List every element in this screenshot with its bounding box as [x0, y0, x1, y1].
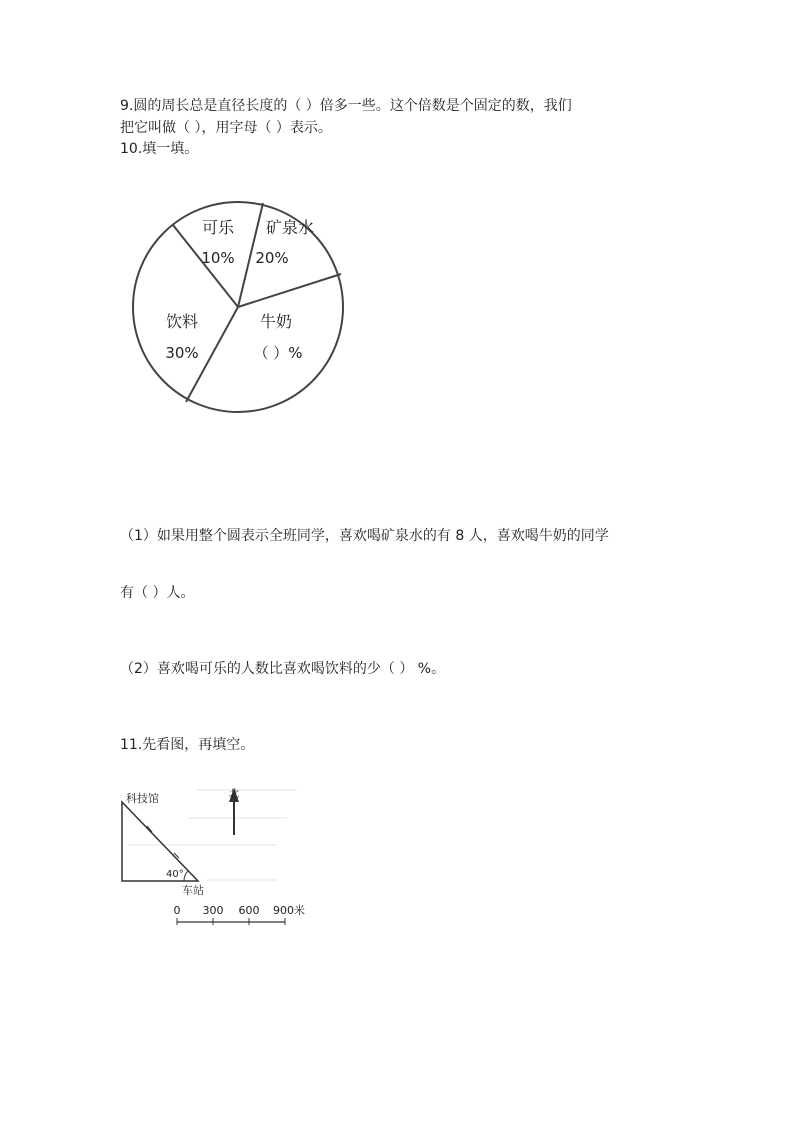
- q10-sub1-line1: （1）如果用整个圆表示全班同学，喜欢喝矿泉水的有 8 人，喜欢喝牛奶的同学: [120, 528, 609, 544]
- map-diagram: [112, 780, 312, 930]
- q9-line1: 9.圆的周长总是直径长度的（ ）倍多一些。这个倍数是个固定的数，我们: [120, 98, 572, 114]
- slice-label-milk: 牛奶: [259, 312, 293, 331]
- slice-value-drink: 30%: [165, 344, 199, 362]
- pie-chart: [128, 192, 348, 422]
- slice-value-milk: （ ）%: [253, 344, 303, 362]
- slice-label-water: 矿泉水: [265, 218, 315, 237]
- label-station: 车站: [182, 884, 204, 897]
- label-north: 北: [229, 789, 239, 800]
- triangle-route: [122, 802, 198, 881]
- q10-sub1-line2: 有（ ）人。: [120, 585, 195, 601]
- scale-tick-300: 300: [202, 904, 224, 917]
- label-angle: 40°: [166, 869, 184, 880]
- label-museum: 科技馆: [126, 792, 159, 805]
- q9-line2: 把它叫做（ ），用字母（ ）表示。: [120, 120, 332, 136]
- q11-title: 11.先看图，再填空。: [120, 737, 255, 753]
- slice-value-cola: 10%: [201, 249, 235, 267]
- scale-tick-0: 0: [173, 904, 181, 917]
- slice-value-water: 20%: [255, 249, 289, 267]
- slice-label-drink: 饮料: [165, 312, 199, 331]
- slice-label-cola: 可乐: [201, 218, 235, 237]
- scale-tick-900: 900米: [273, 904, 305, 917]
- angle-arc: [184, 871, 188, 881]
- q10-sub2: （2）喜欢喝可乐的人数比喜欢喝饮料的少（ ） %。: [120, 661, 446, 677]
- q10-title: 10.填一填。: [120, 141, 199, 157]
- scale-tick-600: 600: [238, 904, 260, 917]
